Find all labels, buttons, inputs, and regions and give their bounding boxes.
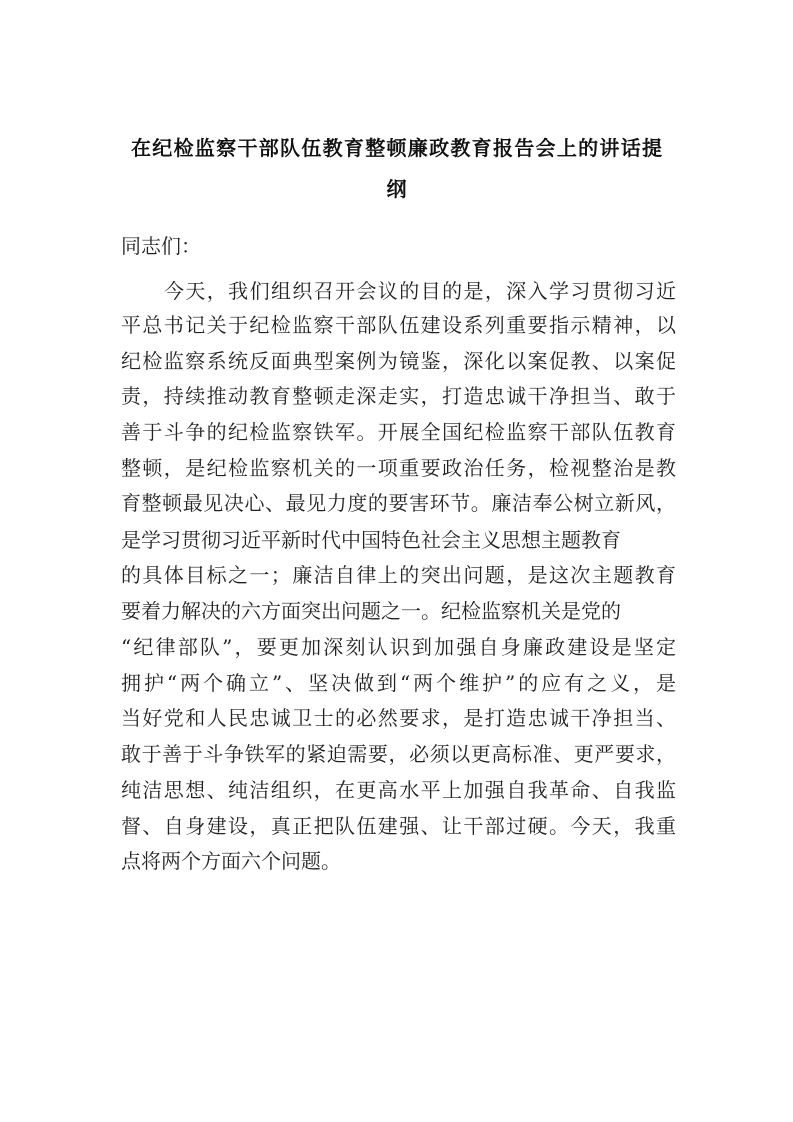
body-line: 平总书记关于纪检监察干部队伍建设系列重要指示精神，以: [121, 313, 676, 337]
body-line: 责，持续推动教育整顿走深走实，打造忠诚干净担当、敢于: [121, 384, 676, 408]
body-line: 当好党和人民忠诚卫士的必然要求，是打造忠诚干净担当、: [121, 706, 676, 730]
salutation: 同志们：: [121, 234, 201, 258]
body-line: 的具体目标之一；廉洁自律上的突出问题，是这次主题教育: [121, 563, 676, 587]
body-line: 拥护“两个确立”、坚决做到“两个维护”的应有之义，是: [121, 671, 676, 695]
document-title-line-1: 在纪检监察干部队伍教育整顿廉政教育报告会上的讲话提: [131, 136, 662, 160]
body-line: 要着力解决的六方面突出问题之一。纪检监察机关是党的: [121, 599, 621, 623]
body-line: 敢于善于斗争铁军的紧迫需要，必须以更高标准、更严要求，: [121, 742, 676, 766]
body-line: 纯洁思想、纯洁组织，在更高水平上加强自我革命、自我监: [121, 778, 676, 802]
document-title-line-2: 纲: [386, 177, 407, 201]
body-line: “纪律部队”，要更加深刻认识到加强自身廉政建设是坚定: [121, 635, 676, 659]
body-line: 今天，我们组织召开会议的目的是，深入学习贯彻习近: [164, 279, 676, 303]
body-line: 纪检监察系统反面典型案例为镜鉴，深化以案促教、以案促: [121, 349, 676, 373]
body-line: 点将两个方面六个问题。: [121, 849, 341, 873]
body-line: 整顿，是纪检监察机关的一项重要政治任务，检视整治是教: [121, 456, 676, 480]
body-line: 是学习贯彻习近平新时代中国特色社会主义思想主题教育: [121, 528, 621, 552]
body-line: 善于斗争的纪检监察铁军。开展全国纪检监察干部队伍教育: [121, 420, 676, 444]
body-line: 育整顿最见决心、最见力度的要害环节。廉洁奉公树立新风，: [121, 491, 676, 515]
body-line: 督、自身建设，真正把队伍建强、让干部过硬。今天，我重: [121, 814, 676, 838]
